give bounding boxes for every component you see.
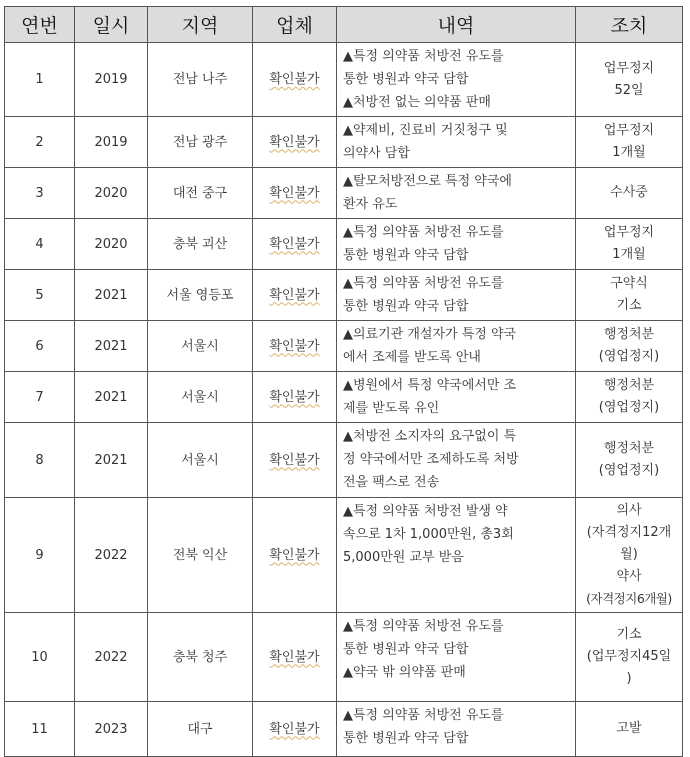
cell-detail [337,168,576,219]
cell-year-text: 2022 [94,547,128,563]
detail-line: 의약사 담합 [343,146,410,161]
detail-line: 에서 조제를 받도록 안내 [343,350,481,365]
header-detail: 내역 [337,7,576,43]
action-line: (자격정지6개월) [586,591,672,606]
table-row [5,702,683,757]
cell-no [5,702,75,757]
header-action: 조치 [576,7,683,43]
detail-line: ▲특정 의약품 처방전 유도를 [343,276,504,291]
table-row [5,117,683,168]
table-row [5,168,683,219]
cell-year [75,168,148,219]
detail-line: ▲의료기관 개설자가 특정 약국 [343,327,517,342]
action-line: 52일 [614,82,644,98]
action-line: (업무정지45일 [586,649,672,664]
cell-year-text: 2021 [94,389,128,405]
cell-no [5,168,75,219]
detail-line: ▲특정 의약품 처방전 발생 약 [343,504,508,519]
cell-year [75,43,148,117]
detail-line: ▲특정 의약품 처방전 유도를 [343,708,504,723]
cell-company-text: 확인불가 [269,721,320,737]
cell-detail [337,372,576,423]
header-row [5,7,683,43]
cell-no [5,219,75,270]
action-line: 업무정지 [603,123,655,138]
cell-year [75,613,148,702]
table-row [5,498,683,613]
cell-action [576,372,683,423]
action-line: ) [626,671,632,686]
detail-line: ▲약국 밖 의약품 판매 [343,665,466,680]
cell-company-text: 확인불가 [269,72,320,87]
action-line: 1개월 [612,145,646,160]
cell-no [5,43,75,117]
cell-region [148,321,253,372]
cell-action [576,219,683,270]
cell-year [75,423,148,498]
cell-region-text: 전북 익산 [172,547,228,563]
header-company: 업체 [253,7,337,43]
cell-no-text: 7 [35,389,44,405]
cell-region-text: 전남 광주 [172,134,228,150]
cell-detail [337,43,576,117]
cell-region-text: 충북 괴산 [172,236,228,252]
action-line: (영업정지) [598,463,660,478]
table-row [5,270,683,321]
cell-company [253,168,337,219]
detail-line: ▲약제비, 진료비 거짓청구 및 [343,123,508,138]
table-row [5,372,683,423]
cell-company [253,219,337,270]
cell-year [75,321,148,372]
action-line: (영업정지) [598,400,660,415]
cell-detail [337,270,576,321]
cell-company-text: 확인불가 [269,547,320,563]
cell-region [148,270,253,321]
cell-region [148,117,253,168]
cell-company [253,43,337,117]
cell-year-text: 2019 [94,134,128,150]
cell-no-text: 11 [31,721,48,737]
cell-year-text: 2021 [94,287,128,303]
action-line: (영업정지) [598,349,660,364]
action-line: 의사 [616,503,642,518]
action-line: 행정처분 [603,378,655,393]
detail-line: ▲탈모처방전으로 특정 약국에 [343,174,512,189]
table-body [5,43,683,757]
action-line: 기소 [616,627,642,642]
cell-action [576,270,683,321]
detail-line: ▲특정 의약품 처방전 유도를 [343,225,504,240]
cell-region-text: 서울시 [181,452,219,468]
cell-action [576,423,683,498]
detail-line: 통한 병원과 약국 담합 [343,248,469,263]
action-line: 약사 [616,569,642,584]
cell-detail [337,498,576,613]
detail-line: 통한 병원과 약국 담합 [343,299,469,314]
cell-region [148,423,253,498]
cell-year-text: 2022 [94,649,128,665]
header-no: 연번 [5,7,75,43]
cell-region [148,372,253,423]
cell-no-text: 4 [35,236,44,252]
header-region: 지역 [148,7,253,43]
cell-detail [337,219,576,270]
cell-action [576,117,683,168]
cell-no-text: 1 [35,72,44,87]
cell-year [75,117,148,168]
cell-region [148,168,253,219]
cell-region [148,219,253,270]
cell-company-text: 확인불가 [269,185,320,201]
table-container [4,6,683,757]
cell-region [148,43,253,117]
action-line: 행정처분 [603,327,655,342]
cell-year-text: 2019 [94,72,128,87]
detail-line: 5,000만원 교부 받음 [343,550,464,565]
cell-action [576,702,683,757]
cell-region-text: 충북 청주 [172,649,228,665]
detail-line: 전을 팩스로 전송 [343,475,440,490]
cell-year-text: 2021 [94,338,128,354]
cell-no [5,117,75,168]
violations-table [4,6,683,757]
detail-line: ▲처방전 없는 의약품 판매 [343,95,491,110]
cell-year-text: 2021 [94,452,128,468]
detail-line: 통한 병원과 약국 담합 [343,642,469,657]
cell-region-text: 대전 중구 [172,185,228,201]
action-line: 업무정지 [603,60,655,76]
table-row [5,613,683,702]
cell-no-text: 10 [31,649,48,665]
cell-region-text: 전남 나주 [172,72,228,87]
cell-company-text: 확인불가 [269,134,320,150]
cell-year [75,498,148,613]
cell-region-text: 서울시 [181,389,219,405]
cell-year [75,270,148,321]
cell-no [5,613,75,702]
cell-region-text: 대구 [187,721,213,737]
cell-action [576,498,683,613]
cell-company [253,117,337,168]
cell-no [5,321,75,372]
detail-line: 제를 받도록 유인 [343,401,440,416]
header-date: 일시 [75,7,148,43]
table-row [5,423,683,498]
cell-company [253,372,337,423]
cell-no-text: 9 [35,547,44,563]
cell-company [253,498,337,613]
cell-region [148,613,253,702]
detail-line: ▲병원에서 특정 약국에서만 조 [343,378,517,393]
action-line: 고발 [616,721,642,736]
cell-company-text: 확인불가 [269,649,320,665]
detail-line: 통한 병원과 약국 담합 [343,72,469,87]
cell-action [576,43,683,117]
cell-no [5,498,75,613]
cell-region [148,702,253,757]
cell-company [253,702,337,757]
cell-company-text: 확인불가 [269,338,320,354]
cell-company-text: 확인불가 [269,236,320,252]
cell-company [253,270,337,321]
action-line: 수사중 [610,185,648,200]
cell-company-text: 확인불가 [269,452,320,468]
cell-no-text: 5 [35,287,44,303]
cell-year [75,219,148,270]
cell-year-text: 2020 [94,236,128,252]
cell-region-text: 서울시 [181,338,219,354]
action-line: 행정처분 [603,441,655,456]
action-line: 월) [620,547,638,562]
cell-no [5,423,75,498]
cell-company [253,423,337,498]
cell-no [5,270,75,321]
detail-line: 환자 유도 [343,197,398,212]
table-row [5,321,683,372]
action-line: (자격정지12개 [586,525,672,540]
cell-no-text: 8 [35,452,44,468]
cell-action [576,321,683,372]
cell-company [253,321,337,372]
cell-company-text: 확인불가 [269,287,320,303]
cell-year-text: 2020 [94,185,128,201]
cell-company-text: 확인불가 [269,389,320,405]
cell-detail [337,321,576,372]
action-line: 업무정지 [603,225,655,240]
cell-no [5,372,75,423]
cell-company [253,613,337,702]
cell-region [148,498,253,613]
cell-no-text: 6 [35,338,44,354]
table-row [5,219,683,270]
cell-action [576,168,683,219]
cell-no-text: 2 [35,134,44,150]
cell-detail [337,117,576,168]
action-line: 구약식 [610,276,648,291]
cell-year-text: 2023 [94,721,128,737]
cell-detail [337,613,576,702]
cell-year [75,702,148,757]
cell-detail [337,702,576,757]
cell-action [576,613,683,702]
detail-line: 통한 병원과 약국 담합 [343,731,469,746]
cell-region-text: 서울 영등포 [166,287,234,303]
detail-line: ▲특정 의약품 처방전 유도를 [343,619,504,634]
detail-line: 정 약국에서만 조제하도록 처방 [343,452,519,467]
action-line: 1개월 [612,247,646,262]
detail-line: ▲처방전 소지자의 요구없이 특 [343,429,517,444]
detail-line: ▲특정 의약품 처방전 유도를 [343,49,504,64]
cell-detail [337,423,576,498]
cell-year [75,372,148,423]
action-line: 기소 [616,298,642,313]
table-row [5,43,683,117]
cell-no-text: 3 [35,185,44,201]
detail-line: 속으로 1차 1,000만원, 총3회 [343,527,514,542]
